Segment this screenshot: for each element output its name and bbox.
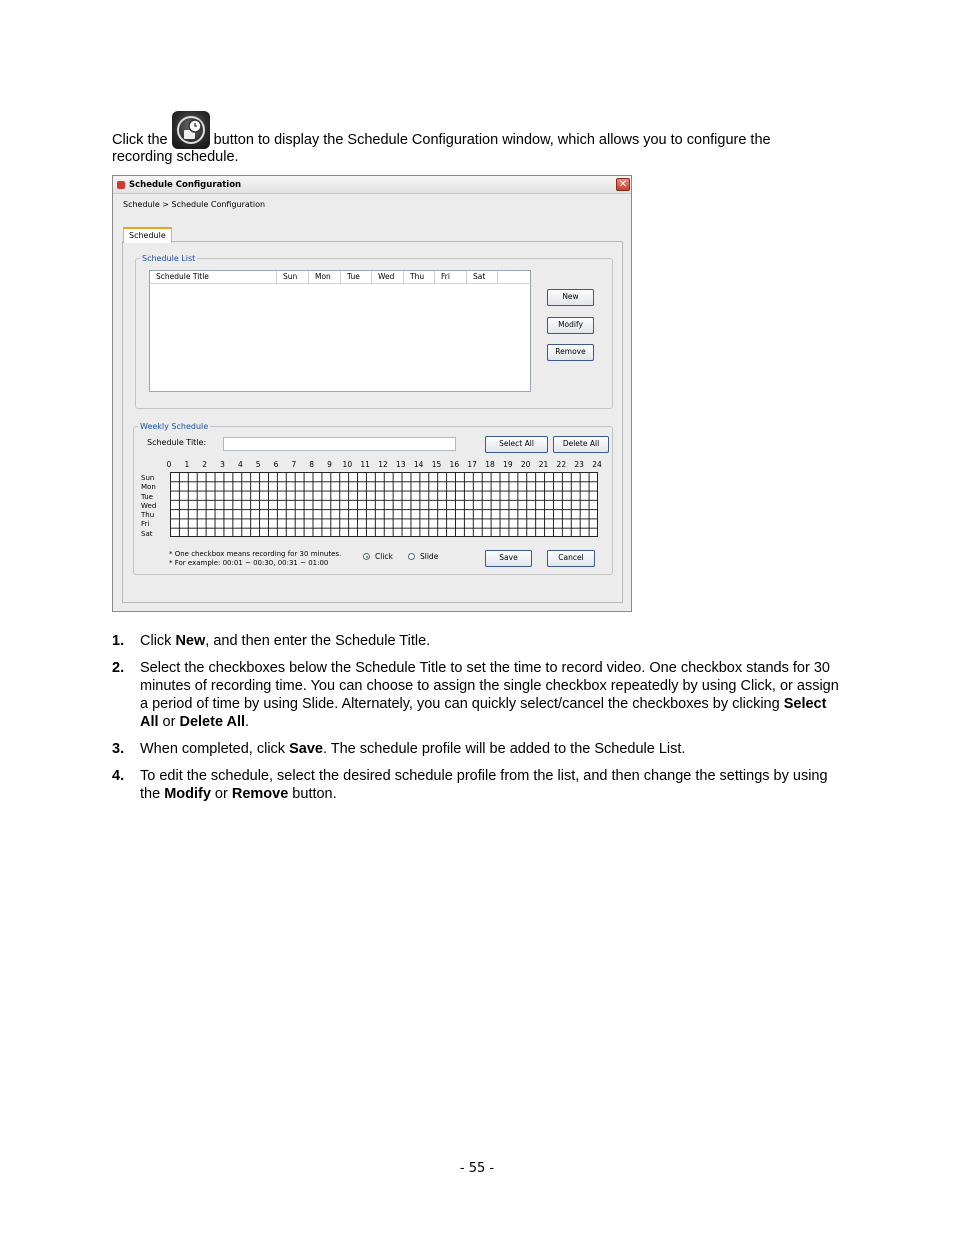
intro-line-2: recording schedule. <box>112 149 239 165</box>
step-number: 4. <box>112 768 125 784</box>
hour-label: 21 <box>538 460 549 469</box>
hour-label: 1 <box>184 460 190 469</box>
day-label: Sat <box>141 529 153 538</box>
step-number: 2. <box>112 660 125 676</box>
step-fragment: To edit the schedule, select the desired schedule profile from the list, and then change the settings by using the <box>140 768 828 802</box>
step-text <box>140 767 847 803</box>
step-fragment: When completed, click <box>140 741 290 757</box>
step-fragment: Select the checkboxes below the Schedule Title to set the time to record video. One checkbox stands for 30 minutes of recording time. You can choose to assign the single checkbox repeatedly by using Click, or assign a period of time by using Slide. Alternately, you can quickly select/cancel the checkboxes by clicking <box>140 660 839 712</box>
step-item <box>112 767 847 803</box>
hour-label: 0 <box>166 460 172 469</box>
step-fragment: . <box>245 714 250 730</box>
step-item <box>112 632 847 650</box>
column-wed[interactable]: Wed <box>372 271 404 283</box>
cancel-button[interactable]: Cancel <box>547 550 595 567</box>
column-schedule-title[interactable]: Schedule Title <box>150 271 277 283</box>
hour-label: 8 <box>309 460 315 469</box>
step-number: 3. <box>112 741 125 757</box>
hour-label: 22 <box>556 460 567 469</box>
schedule-list-header <box>150 271 530 284</box>
column-sun[interactable]: Sun <box>277 271 309 283</box>
day-label: Thu <box>141 511 155 520</box>
schedule-title-label: Schedule Title: <box>147 438 207 447</box>
day-label: Wed <box>141 501 157 510</box>
weekly-checkbox-grid[interactable] <box>170 472 598 537</box>
hour-label: 24 <box>592 460 602 469</box>
page-number: - 55 - <box>459 1161 495 1176</box>
hour-label: 19 <box>503 460 513 469</box>
step-emphasis: Save <box>289 741 323 757</box>
schedule-configuration-window <box>112 175 632 612</box>
hour-label: 4 <box>237 460 243 469</box>
column-mon[interactable]: Mon <box>309 271 341 283</box>
step-fragment: or <box>158 714 180 730</box>
step-emphasis: New <box>175 633 206 649</box>
step-text <box>140 659 847 731</box>
column-sat[interactable]: Sat <box>467 271 498 283</box>
hour-label: 11 <box>360 460 370 469</box>
hour-label: 13 <box>396 460 406 469</box>
step-text <box>140 740 847 758</box>
app-icon <box>117 181 125 189</box>
step-emphasis: Remove <box>231 786 289 802</box>
schedule-list-legend: Schedule List <box>142 254 196 263</box>
column-tue[interactable]: Tue <box>341 271 372 283</box>
intro-paragraph <box>112 111 852 166</box>
delete-all-button[interactable]: Delete All <box>553 436 609 453</box>
modify-button[interactable]: Modify <box>547 317 594 334</box>
hour-label: 6 <box>273 460 279 469</box>
schedule-title-input[interactable] <box>223 437 456 451</box>
select-all-button[interactable]: Select All <box>485 436 548 453</box>
new-button[interactable]: New <box>547 289 594 306</box>
step-item <box>112 659 847 731</box>
hour-label: 20 <box>520 460 531 469</box>
breadcrumb: Schedule > Schedule Configuration <box>123 200 266 209</box>
intro-text-after: button to display the Schedule Configuration window, which allows you to configure the <box>213 132 771 148</box>
step-fragment: or <box>210 786 232 802</box>
steps-list <box>112 632 847 812</box>
hour-label: 23 <box>574 460 584 469</box>
day-labels <box>141 474 156 539</box>
window-title: Schedule Configuration <box>129 179 242 190</box>
radio-click-label: Click <box>375 552 393 561</box>
note-line-1: * One checkbox means recording for 30 minutes. <box>169 550 342 558</box>
step-fragment: button. <box>288 786 337 802</box>
radio-slide-label: Slide <box>420 552 439 561</box>
step-fragment: . The schedule profile will be added to the Schedule List. <box>322 741 686 757</box>
step-fragment: , and then enter the Schedule Title. <box>205 633 431 649</box>
hour-label: 9 <box>327 460 332 469</box>
step-emphasis: Modify <box>164 786 211 802</box>
schedule-note <box>169 550 341 568</box>
remove-button[interactable]: Remove <box>547 344 594 361</box>
hour-label: 18 <box>485 460 495 469</box>
step-fragment: Click <box>140 633 176 649</box>
radio-slide[interactable] <box>408 552 438 561</box>
radio-click-indicator[interactable] <box>363 553 370 560</box>
weekly-schedule-legend: Weekly Schedule <box>140 422 209 431</box>
hour-label: 15 <box>431 460 442 469</box>
step-emphasis: Select All <box>140 696 827 730</box>
note-line-2: * For example: 00:01 ~ 00:30, 00:31 ~ 01:00 <box>169 559 329 567</box>
day-label: Tue <box>141 492 153 501</box>
schedule-list-table[interactable] <box>149 270 531 392</box>
hour-label: 14 <box>413 460 424 469</box>
hour-labels <box>166 460 602 470</box>
hour-label: 5 <box>255 460 261 469</box>
close-button[interactable]: ✕ <box>616 178 630 191</box>
hour-label: 17 <box>467 460 477 469</box>
window-titlebar <box>113 176 631 194</box>
day-label: Sun <box>141 474 155 482</box>
day-label: Mon <box>141 483 156 492</box>
hour-label: 10 <box>342 460 353 469</box>
hour-label: 3 <box>220 460 225 469</box>
column-thu[interactable]: Thu <box>404 271 435 283</box>
intro-text-before: Click the <box>112 132 168 148</box>
step-item <box>112 740 847 758</box>
tab-schedule[interactable]: Schedule <box>123 227 172 243</box>
step-emphasis: Delete All <box>179 714 246 730</box>
step-text <box>140 632 847 650</box>
step-number: 1. <box>112 633 125 649</box>
save-button[interactable]: Save <box>485 550 532 567</box>
hour-label: 7 <box>291 460 297 469</box>
hour-label: 16 <box>449 460 460 469</box>
radio-slide-indicator[interactable] <box>408 553 415 560</box>
radio-click[interactable] <box>363 552 393 561</box>
day-label: Fri <box>141 520 150 529</box>
hour-label: 12 <box>378 460 388 469</box>
column-fri[interactable]: Fri <box>435 271 467 283</box>
schedule-button-icon <box>172 111 210 149</box>
hour-label: 2 <box>202 460 208 469</box>
